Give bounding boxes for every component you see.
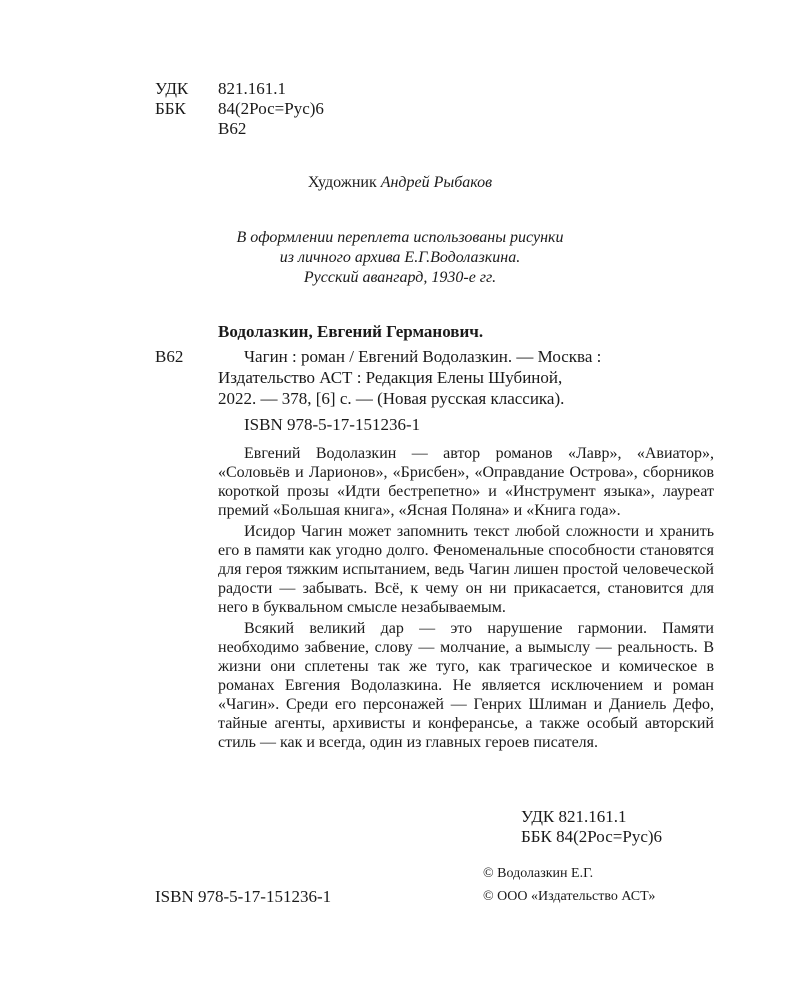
annotation-paragraph: Исидор Чагин может запомнить текст любой сложности и хранить его в памяти как угодно долго. Феноменальные способности становятся для героя тяжким испытанием, ведь Чагин лишен простой человеческой радости — забывать. Всё, к чему он ни прикасается, становится для него в буквальном смысле незабываемым. bbox=[218, 523, 714, 616]
design-note-line: В оформлении переплета использованы рисунки bbox=[236, 229, 564, 246]
bbk-value: 84(2Рос=Рус)6 bbox=[218, 99, 324, 118]
record-description bbox=[218, 346, 714, 409]
author-heading: Водолазкин, Евгений Германович. bbox=[218, 322, 484, 341]
annotation-paragraph: Всякий великий дар — это нарушение гармонии. Памяти необходимо забвение, слову — молчание, а вымыслу — реальность. В жизни они сплетены так же туго, как трагическое и комическое в романах Евгения Водолазкина. Не является исключением и роман «Чагин». Среди его персонажей — Генрих Шлиман и Даниель Дефо, тайные агенты, архивисты и конферансье, а также особый авторский стиль — как и всегда, один из главных героев писателя. bbox=[218, 620, 714, 751]
artist-prefix: Художник bbox=[307, 174, 381, 191]
copyright-publisher: © ООО «Издательство АСТ» bbox=[483, 889, 656, 904]
artist-credit bbox=[155, 174, 645, 192]
description-line: Чагин : роман / Евгений Водолазкин. — Москва : bbox=[244, 347, 602, 366]
artist-name: Андрей Рыбаков bbox=[380, 174, 493, 191]
udk-label: УДК bbox=[155, 79, 189, 98]
record-mark: В62 bbox=[155, 347, 184, 366]
annotation-paragraph: Евгений Водолазкин — автор романов «Лавр», «Авиатор», «Соловьёв и Ларионов», «Брисбен», «Оправдание Острова», сборников короткой прозы «Идти бестрепетно» и «Инструмент языка», лауреат премий «Большая книга», «Ясная Поляна» и «Книга года». bbox=[218, 445, 714, 519]
record-isbn: ISBN 978-5-17-151236-1 bbox=[244, 415, 421, 434]
design-note-line: из личного архива Е.Г.Водолазкина. bbox=[279, 249, 521, 266]
design-note bbox=[155, 228, 645, 288]
copyright-author: © Водолазкин Е.Г. bbox=[483, 866, 594, 881]
author-mark: В62 bbox=[218, 119, 247, 138]
udk-value: 821.161.1 bbox=[218, 79, 286, 98]
footer-bbk: ББК 84(2Рос=Рус)6 bbox=[521, 827, 663, 846]
footer-udk: УДК 821.161.1 bbox=[521, 807, 627, 826]
annotation bbox=[218, 444, 714, 754]
design-note-line: Русский авангард, 1930-е гг. bbox=[303, 269, 497, 286]
bottom-isbn: ISBN 978-5-17-151236-1 bbox=[155, 887, 332, 906]
description-line: Издательство АСТ : Редакция Елены Шубиной, bbox=[218, 368, 563, 387]
description-line: 2022. — 378, [6] с. — (Новая русская классика). bbox=[218, 389, 565, 408]
bbk-label: ББК bbox=[155, 99, 186, 118]
